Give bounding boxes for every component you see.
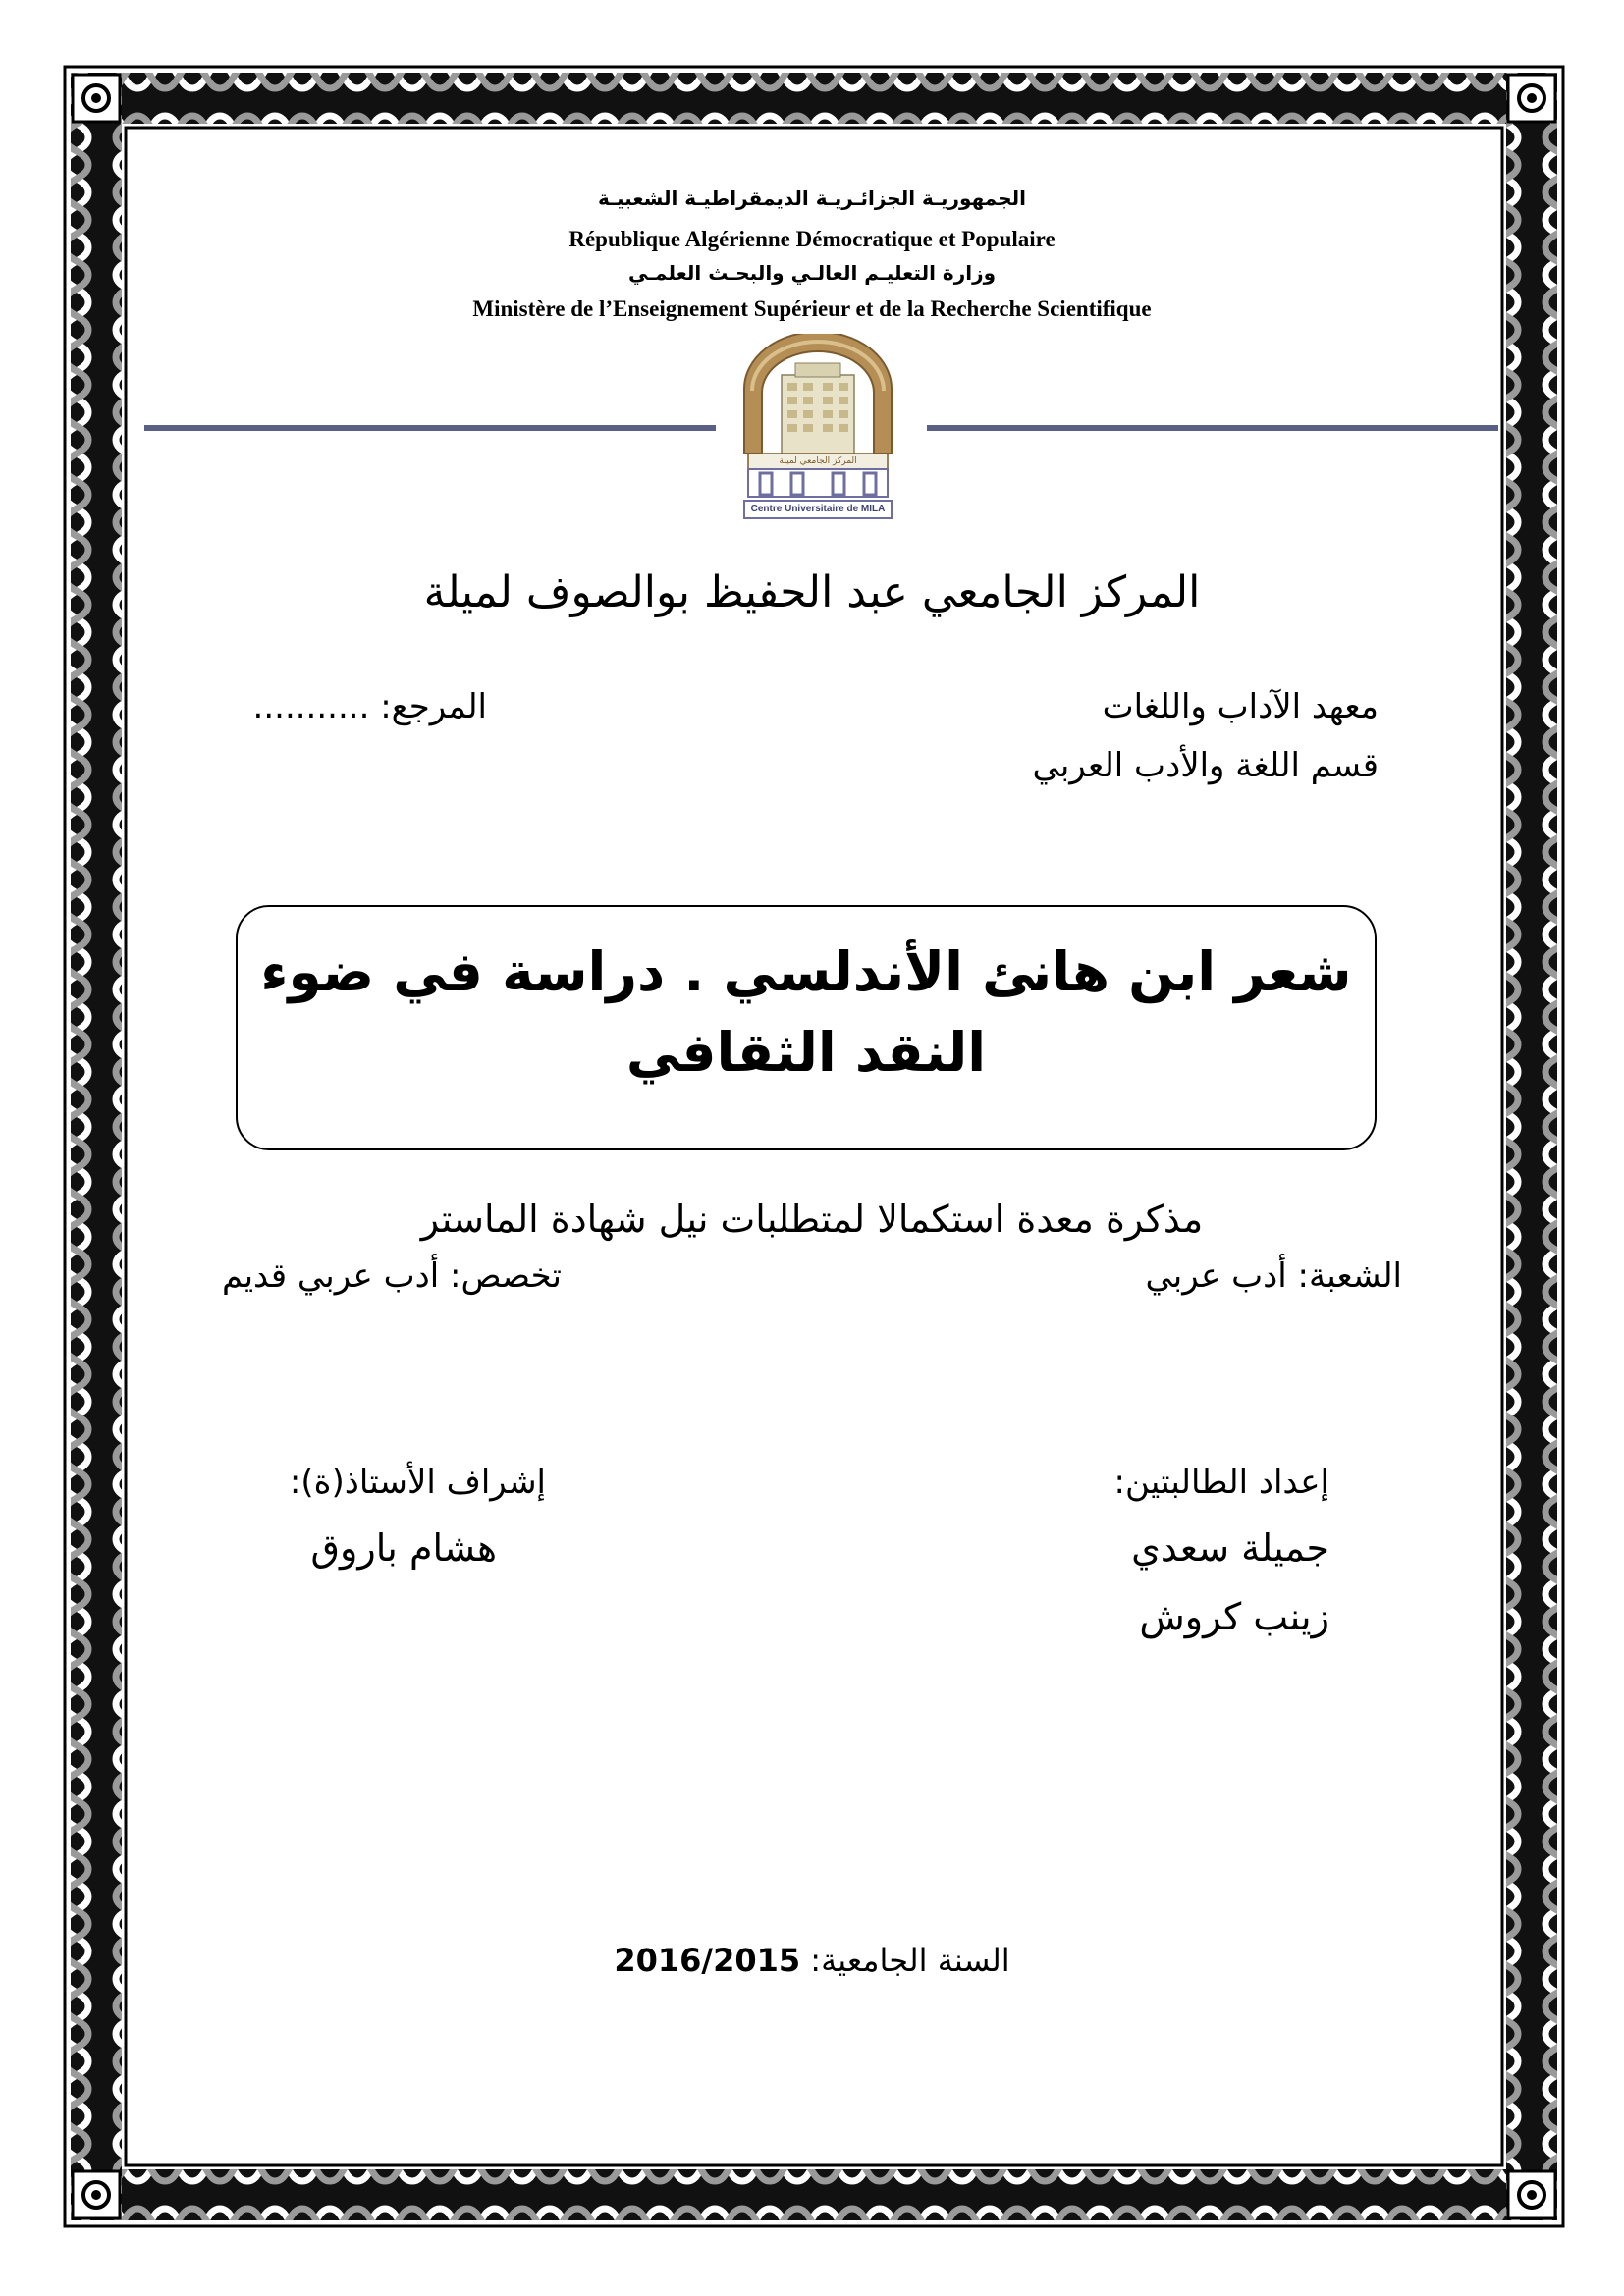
header-rule-right	[927, 425, 1498, 431]
university-center-name: المركز الجامعي عبد الحفيظ بوالصوف لميلة	[423, 567, 1201, 617]
reference-field: المرجع: ...........	[252, 687, 487, 726]
republic-name-arabic: الجمهوريـة الجزائـريـة الديمقراطيـة الشعبيـة	[598, 187, 1026, 210]
institute-name: معهد الآداب واللغات	[1102, 687, 1379, 726]
academic-year	[393, 1942, 1231, 1979]
specialty-label: تخصص: أدب عربي قديم	[221, 1256, 562, 1296]
department-name: قسم اللغة والأدب العربي	[1032, 746, 1379, 785]
academic-year-label: السنة الجامعية:	[800, 1942, 1010, 1979]
logo-plaque-text: المركز الجامعي لميلة	[779, 456, 857, 466]
academic-year-value: 2016/2015	[614, 1942, 801, 1979]
ministry-name-arabic: وزارة التعليـم العالـي والبحـث العلمـي	[627, 261, 997, 285]
supervisor-label: إشراف الأستاذ(ة):	[289, 1463, 546, 1502]
student-name: زينب كروش	[1139, 1595, 1329, 1638]
branch-label: الشعبة: أدب عربي	[1145, 1256, 1402, 1296]
student-name: جميلة سعدي	[1131, 1526, 1329, 1570]
university-logo-graphic	[727, 334, 909, 528]
thesis-title-line-1: شعر ابن هانئ الأندلسي . دراسة في ضوء	[260, 940, 1352, 1003]
university-logo	[727, 334, 909, 528]
header-rule-left	[144, 425, 716, 431]
thesis-title-line-2: النقد الثقافي	[625, 1021, 987, 1084]
memo-statement: مذكرة معدة استكمالا لمتطلبات نيل شهادة الماستر	[420, 1198, 1204, 1241]
logo-caption: Centre Universitaire de MILA	[750, 504, 886, 514]
ministry-name-french: Ministère de l’Enseignement Supérieur et de la Recherche Scientifique	[472, 296, 1152, 321]
supervisor-name: هشام باروق	[310, 1526, 497, 1570]
republic-name-french: République Algérienne Démocratique et Populaire	[568, 227, 1056, 251]
students-label: إعداد الطالبتين:	[1113, 1463, 1329, 1502]
